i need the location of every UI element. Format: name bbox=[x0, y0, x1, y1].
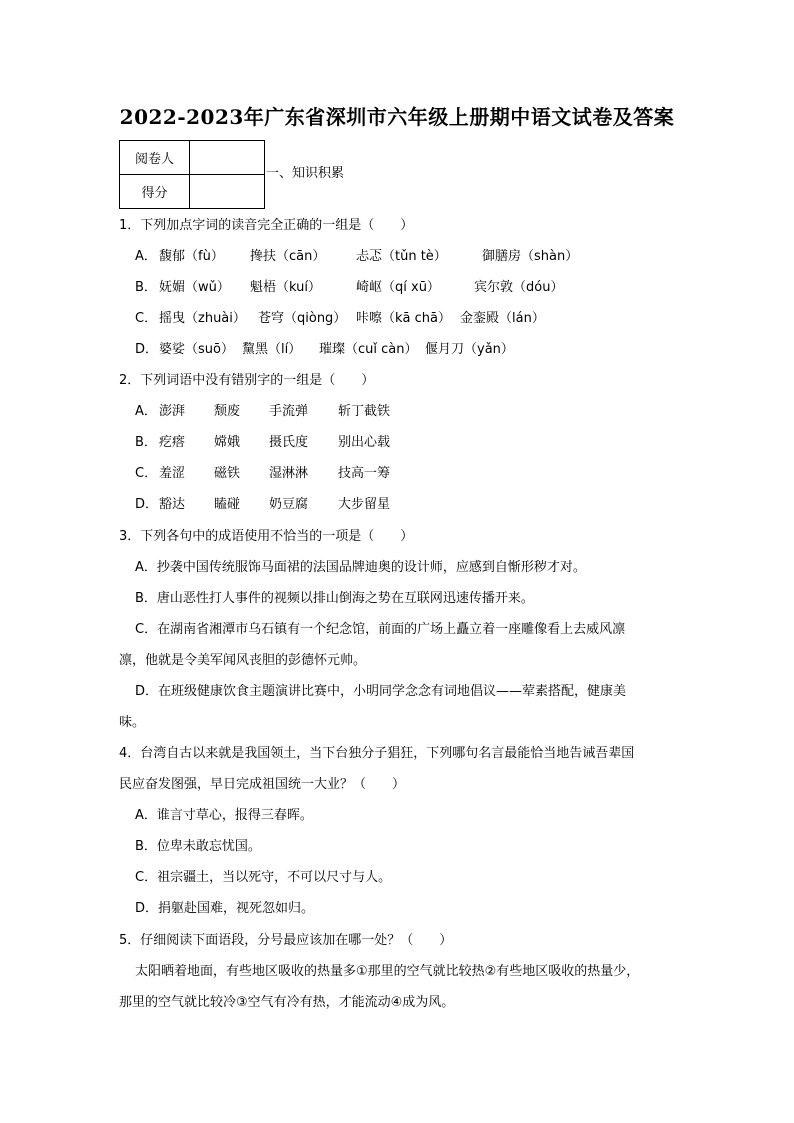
option-label: B． bbox=[135, 435, 157, 450]
q3-option-c-cont: 凛，他就是令美军闻风丧胆的彭德怀元帅。 bbox=[119, 653, 367, 668]
option-word: 崎岖（qí xū） bbox=[356, 280, 440, 295]
page-title: 2022-2023年广东省深圳市六年级上册期中语文试卷及答案 bbox=[119, 105, 675, 129]
q4-stem-cont: 民应奋发图强，早日完成祖国统一大业？（ ） bbox=[119, 777, 406, 792]
option-word: 别出心载 bbox=[338, 435, 391, 450]
option-label: D． bbox=[135, 497, 159, 512]
q1-option-a bbox=[135, 248, 578, 266]
option-word: 手流弹 bbox=[269, 404, 309, 419]
score-blank bbox=[190, 175, 265, 209]
option-label: C． bbox=[135, 466, 158, 481]
q1-stem: 1．下列加点字词的读音完全正确的一组是（ ） bbox=[119, 218, 414, 233]
option-word: 咔嚓（kā chā） bbox=[356, 311, 451, 326]
q4-option-b: B．位卑未敢忘忧国。 bbox=[135, 839, 261, 854]
option-label: A． bbox=[135, 249, 157, 264]
option-word: 偃月刀（yǎn） bbox=[425, 342, 514, 357]
reviewer-label: 阅卷人 bbox=[120, 141, 190, 175]
q3-option-d-cont: 味。 bbox=[119, 715, 146, 730]
option-word: 黧黑（lí） bbox=[242, 342, 302, 357]
q2-option-b bbox=[135, 434, 390, 452]
option-word: 澎湃 bbox=[159, 404, 186, 419]
q4-option-d: D．捐躯赴国难，视死忽如归。 bbox=[135, 901, 315, 916]
q4-option-c: C．祖宗疆土，当以死守，不可以尺寸与人。 bbox=[135, 870, 392, 885]
q2-option-d bbox=[135, 496, 390, 514]
option-word: 宾尔敦（dóu） bbox=[474, 280, 564, 295]
reviewer-blank bbox=[190, 141, 265, 175]
option-word: 颓废 bbox=[214, 404, 241, 419]
q3-stem: 3．下列各句中的成语使用不恰当的一项是（ ） bbox=[119, 529, 414, 544]
option-word: 磁铁 bbox=[214, 466, 241, 481]
q3-option-c: C．在湖南省湘潭市乌石镇有一个纪念馆，前面的广场上矗立着一座雕像看上去威风凛 bbox=[135, 622, 626, 637]
option-word: 羞涩 bbox=[159, 466, 186, 481]
q5-passage-line2: 那里的空气就比较冷③空气有冷有热，才能流动④成为风。 bbox=[119, 995, 455, 1010]
option-word: 摇曳（zhuài） bbox=[159, 311, 246, 326]
q3-option-d: D．在班级健康饮食主题演讲比赛中，小明同学念念有词地倡议——荤素搭配，健康美 bbox=[135, 684, 627, 699]
option-word: 金銮殿（lán） bbox=[460, 311, 545, 326]
option-word: 御膳房（shàn） bbox=[482, 249, 579, 264]
score-label: 得分 bbox=[120, 175, 190, 209]
option-label: C． bbox=[135, 311, 158, 326]
option-word: 豁达 bbox=[159, 497, 186, 512]
q5-passage-line1: 太阳晒着地面，有些地区吸收的热量多①那里的空气就比较热②有些地区吸收的热量少， bbox=[135, 964, 640, 979]
option-word: 奶豆腐 bbox=[269, 497, 309, 512]
q2-option-a bbox=[135, 403, 390, 421]
q4-stem: 4．台湾自古以来就是我国领土，当下台独分子猖狂，下列哪句名言最能恰当地告诫吾辈国 bbox=[119, 746, 635, 761]
score-table bbox=[119, 140, 265, 209]
option-label: D． bbox=[135, 342, 159, 357]
option-label: A． bbox=[135, 404, 157, 419]
option-word: 嫦娥 bbox=[214, 435, 241, 450]
option-word: 搀扶（cān） bbox=[250, 249, 326, 264]
option-word: 湿淋淋 bbox=[269, 466, 309, 481]
q4-option-a: A．谁言寸草心，报得三春晖。 bbox=[135, 808, 313, 823]
q1-option-c bbox=[135, 310, 545, 328]
q1-option-d bbox=[135, 341, 514, 359]
option-word: 疙瘩 bbox=[159, 435, 186, 450]
option-word: 技高一筹 bbox=[338, 466, 391, 481]
option-word: 璀璨（cuǐ càn） bbox=[319, 342, 418, 357]
option-word: 摄氏度 bbox=[269, 435, 309, 450]
option-word: 斩丁截铁 bbox=[338, 404, 391, 419]
option-word: 瞌碰 bbox=[214, 497, 241, 512]
q2-stem: 2．下列词语中没有错别字的一组是（ ） bbox=[119, 373, 375, 388]
q3-option-b: B．唐山恶性打人事件的视频以排山倒海之势在互联网迅速传播开来。 bbox=[135, 591, 534, 606]
q5-stem: 5．仔细阅读下面语段，分号最应该加在哪一处？（ ） bbox=[119, 933, 453, 948]
option-word: 苍穹（qiòng） bbox=[258, 311, 347, 326]
option-word: 大步留星 bbox=[338, 497, 391, 512]
option-word: 馥郁（fù） bbox=[159, 249, 224, 264]
option-word: 婆娑（suō） bbox=[159, 342, 234, 357]
q2-option-c bbox=[135, 465, 390, 483]
q1-option-b bbox=[135, 279, 563, 297]
option-word: 魁梧（kuí） bbox=[250, 280, 321, 295]
section-title: 一、知识积累 bbox=[266, 166, 345, 181]
option-word: 忐忑（tǔn tè） bbox=[356, 249, 447, 264]
option-word: 妩媚（wǔ） bbox=[159, 280, 230, 295]
option-label: B． bbox=[135, 280, 157, 295]
q3-option-a: A．抄袭中国传统服饰马面裙的法国品牌迪奥的设计师，应感到自惭形秽才对。 bbox=[135, 560, 586, 575]
